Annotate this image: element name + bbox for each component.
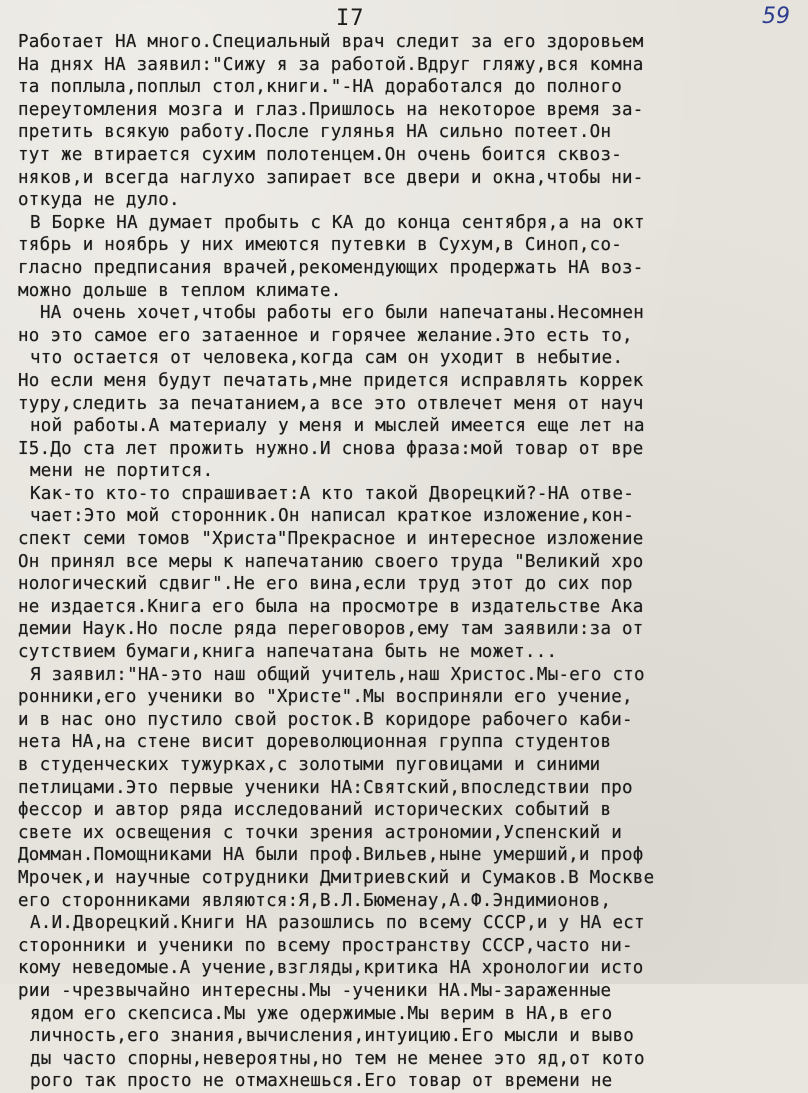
text-line: ронники,его ученики во "Христе".Мы восприняли его учение,	[18, 687, 633, 708]
text-line: Он принял все меры к напечатанию своего труда "Великий хро	[18, 551, 644, 572]
text-line: тябрь и ноябрь у них имеются путевки в Сухум,в Синоп,со-	[18, 235, 623, 256]
text-line: ядом его скепсиса.Мы уже одержимые.Мы верим в НА,в его	[30, 1003, 613, 1024]
text-line: нологический сдвиг".Не его вина,если труд этот до сих пор	[18, 574, 633, 595]
text-line: фессор и автор ряда исследований исторических событий в	[18, 800, 612, 821]
text-line: Как-то кто-то спрашивает:А кто такой Дворецкий?-НА отве-	[30, 483, 635, 504]
text-line: и в нас оно пустило свой росток.В коридоре рабочего каби-	[18, 709, 633, 730]
text-body	[0, 31, 808, 1093]
text-line: личность,его знания,вычисления,интуицию.Его мысли и выво	[30, 1026, 635, 1047]
text-line: его сторонниками являются:Я,В.Л.Бюменау,А.Ф.Эндимионов,	[18, 890, 612, 911]
text-line: гласно предписания врачей,рекомендующих продержать НА воз-	[18, 257, 644, 278]
text-line: Мрочек,и научные сотрудники Дмитриевский и Сумаков.В Москве	[18, 867, 655, 888]
text-line: НА очень хочет,чтобы работы его были напечатаны.Несомнен	[40, 303, 645, 324]
page-number: I7	[336, 6, 365, 31]
text-line: тут же втирается сухим полотенцем.Он очень боится сквоз-	[18, 144, 623, 165]
text-line: что остается от человека,когда сам он уходит в небытие.	[30, 348, 624, 369]
text-line: В Борке НА думает пробыть с КА до конца сентября,а на окт	[30, 212, 645, 233]
text-line: А.И.Дворецкий.Книги НА разошлись по всему СССР,и у НА ест	[30, 913, 645, 934]
text-line: откуда не дуло.	[18, 190, 180, 211]
text-line: кому неведомые.А учение,взгляды,критика НА хронологии исто	[18, 958, 644, 979]
text-line: I5.До ста лет прожить нужно.И снова фраза:мой товар от вре	[18, 438, 644, 459]
text-line: в студенческих тужурках,с золотыми пуговицами и синими	[18, 755, 601, 775]
text-line: чает:Это мой сторонник.Он написал краткое изложение,кон-	[30, 506, 635, 527]
text-line: та поплыла,поплыл стол,книги."-НА доработался до полного	[18, 77, 623, 98]
text-line: ной работы.А материалу у меня и мыслей имеется еще лет на	[30, 416, 645, 437]
text-line: переутомления мозга и глаз.Пришлось на некоторое время за-	[18, 99, 644, 120]
text-line: не издается.Книга его была на просмотре в издательстве Ака	[18, 596, 644, 617]
text-line: Но если меня будут печатать,мне придется исправлять коррек	[18, 370, 644, 391]
text-line: претить всякую работу.После гулянья НА сильно потеет.Он	[18, 122, 612, 143]
text-line: спект семи томов "Христа"Прекрасное и интересное изложение	[18, 529, 644, 550]
text-line: сторонники и ученики по всему пространству СССР,часто ни-	[18, 935, 633, 956]
text-line: петлицами.Это первые ученики НА:Святский,впоследствии про	[18, 777, 633, 798]
archive-page-number: 59	[762, 4, 790, 29]
text-line: демии Наук.Но после ряда переговоров,ему там заявили:за от	[18, 619, 644, 640]
text-line: ды часто спорны,невероятны,но тем не менее это яд,от кото	[30, 1048, 645, 1069]
text-line: Работает НА много.Специальный врач следит за его здоровьем	[18, 32, 644, 52]
text-line: рии -чрезвычайно интересны.Мы -ученики НА.Мы-зараженные	[18, 980, 612, 1001]
text-line: сутствием бумаги,книга напечатана быть не может...	[18, 642, 558, 663]
text-line: Домман.Помощниками НА были проф.Вильев,ныне умерший,и проф	[18, 845, 644, 866]
text-line: нета НА,на стене висит дореволюционная группа студентов	[18, 732, 612, 753]
text-line: можно дольше в теплом климате.	[18, 280, 342, 301]
text-line: На днях НА заявил:"Сижу я за работой.Вдруг гляжу,вся комна	[18, 54, 644, 75]
text-line: но это самое его затаенное и горячее желание.Это есть то,	[18, 325, 633, 346]
text-line: няков,и всегда наглухо запирает все двери и окна,чтобы ни-	[18, 167, 644, 188]
text-line: мени не портится.	[30, 461, 214, 482]
text-line: свете их освещения с точки зрения астрономии,Успенский и	[18, 822, 623, 843]
text-line: Я заявил:"НА-это наш общий учитель,наш Христос.Мы-его сто	[30, 664, 645, 685]
text-line: туру,следить за печатанием,а все это отвлечет меня от науч	[18, 393, 644, 414]
text-line: рого так просто не отмахнешься.Его товар от времени не	[30, 1071, 613, 1092]
